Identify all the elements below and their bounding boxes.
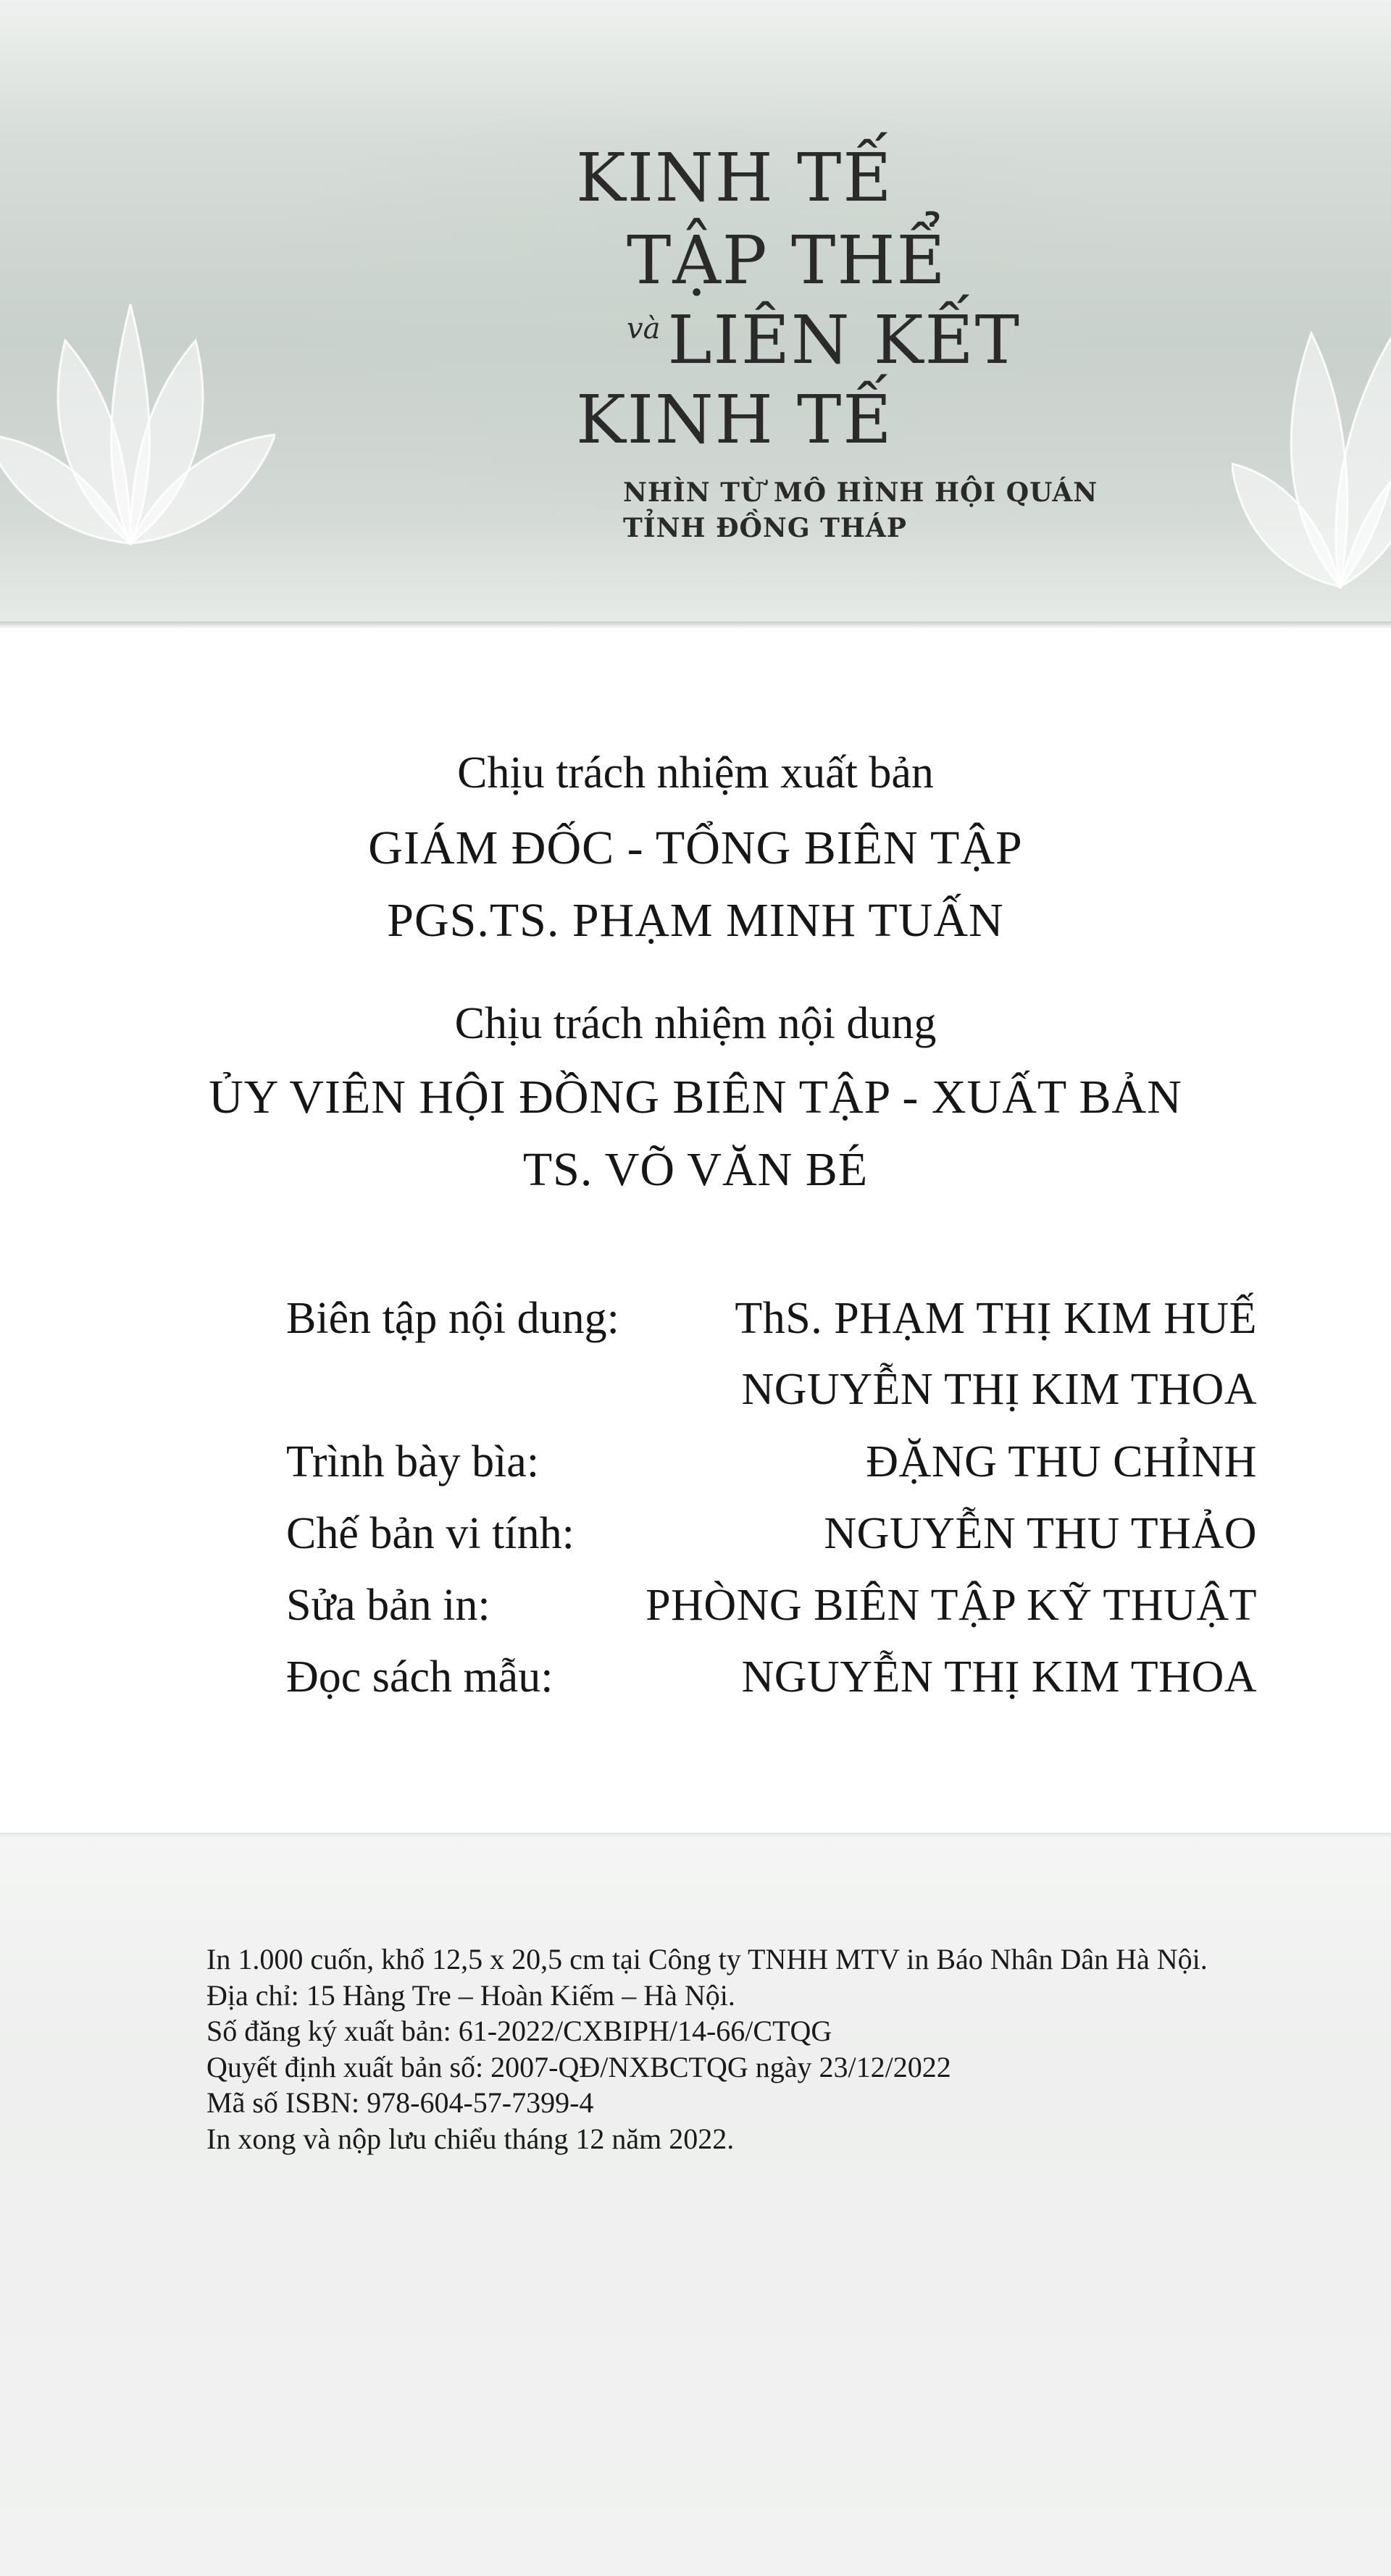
- credit-value: NGUYỄN THỊ KIM THOA: [741, 1652, 1257, 1702]
- imprint-line: In 1.000 cuốn, khổ 12,5 x 20,5 cm tại Công ty TNHH MTV in Báo Nhân Dân Hà Nội.: [206, 1943, 1208, 1975]
- imprint-line: Địa chỉ: 15 Hàng Tre – Hoàn Kiếm – Hà Nội.: [206, 1978, 735, 2012]
- imprint-line: Số đăng ký xuất bản: 61-2022/CXBIPH/14-66/CTQG: [206, 2015, 832, 2047]
- cover-title-line-4: KINH TẾ: [576, 381, 893, 459]
- cover-title-connector: và: [627, 312, 661, 346]
- credit-row: [286, 1508, 1257, 1573]
- imprint-line: In xong và nộp lưu chiểu tháng 12 năm 2022.: [206, 2122, 735, 2155]
- lotus-left-decoration: [0, 239, 275, 587]
- publishing-responsibility-name: PGS.TS. PHẠM MINH TUẤN: [387, 894, 1004, 947]
- cover-subtitle-line-2: TỈNH ĐỒNG THÁP: [623, 512, 907, 543]
- content-responsibility-position: ỦY VIÊN HỘI ĐỒNG BIÊN TẬP - XUẤT BẢN: [209, 1071, 1182, 1124]
- credit-value: NGUYỄN THU THẢO: [824, 1509, 1257, 1558]
- cover-subtitle-line-1: NHÌN TỪ MÔ HÌNH HỘI QUÁN: [623, 477, 1098, 508]
- cover-title: [565, 139, 1145, 545]
- imprint-line: Mã số ISBN: 978-604-57-7399-4: [206, 2086, 594, 2119]
- imprint-line: Quyết định xuất bản số: 2007-QĐ/NXBCTQG ngày 23/12/2022: [206, 2050, 951, 2083]
- publishing-responsibility-label: Chịu trách nhiệm xuất bản: [457, 748, 934, 798]
- credit-row: [286, 1437, 1257, 1502]
- credit-label: Biên tập nội dung:: [286, 1294, 619, 1343]
- content-responsibility-name: TS. VÕ VĂN BÉ: [522, 1143, 869, 1196]
- credit-value: PHÒNG BIÊN TẬP KỸ THUẬT: [646, 1581, 1257, 1630]
- credit-label: Đọc sách mẫu:: [286, 1652, 554, 1702]
- credit-value: NGUYỄN THỊ KIM THOA: [741, 1365, 1257, 1414]
- credit-row: [286, 1364, 1257, 1429]
- publishing-responsibility-position: GIÁM ĐỐC - TỔNG BIÊN TẬP: [368, 821, 1023, 874]
- content-responsibility-label: Chịu trách nhiệm nội dung: [454, 999, 937, 1048]
- credit-label: Chế bản vi tính:: [286, 1509, 575, 1558]
- cover-title-line-2: TẬP THỂ: [627, 222, 947, 299]
- credit-label: Sửa bản in:: [286, 1581, 490, 1630]
- credit-label: Trình bày bìa:: [286, 1437, 540, 1486]
- credit-row: [286, 1652, 1257, 1717]
- credit-row: [286, 1580, 1257, 1645]
- imprint-block: [206, 1941, 1366, 2157]
- cover-title-line-3-text: LIÊN KẾT: [667, 301, 1022, 379]
- cover-thumbnail: [0, 0, 1391, 623]
- cover-title-line-3: [627, 301, 1145, 379]
- credit-value: ThS. PHẠM THỊ KIM HUẾ: [735, 1294, 1257, 1343]
- credit-row: [286, 1293, 1257, 1358]
- cover-bottom-edge: [0, 622, 1391, 629]
- cover-title-line-1: KINH TẾ: [576, 139, 893, 217]
- credit-value: ĐẶNG THU CHỈNH: [866, 1437, 1257, 1486]
- lotus-right-decoration: [1232, 246, 1391, 609]
